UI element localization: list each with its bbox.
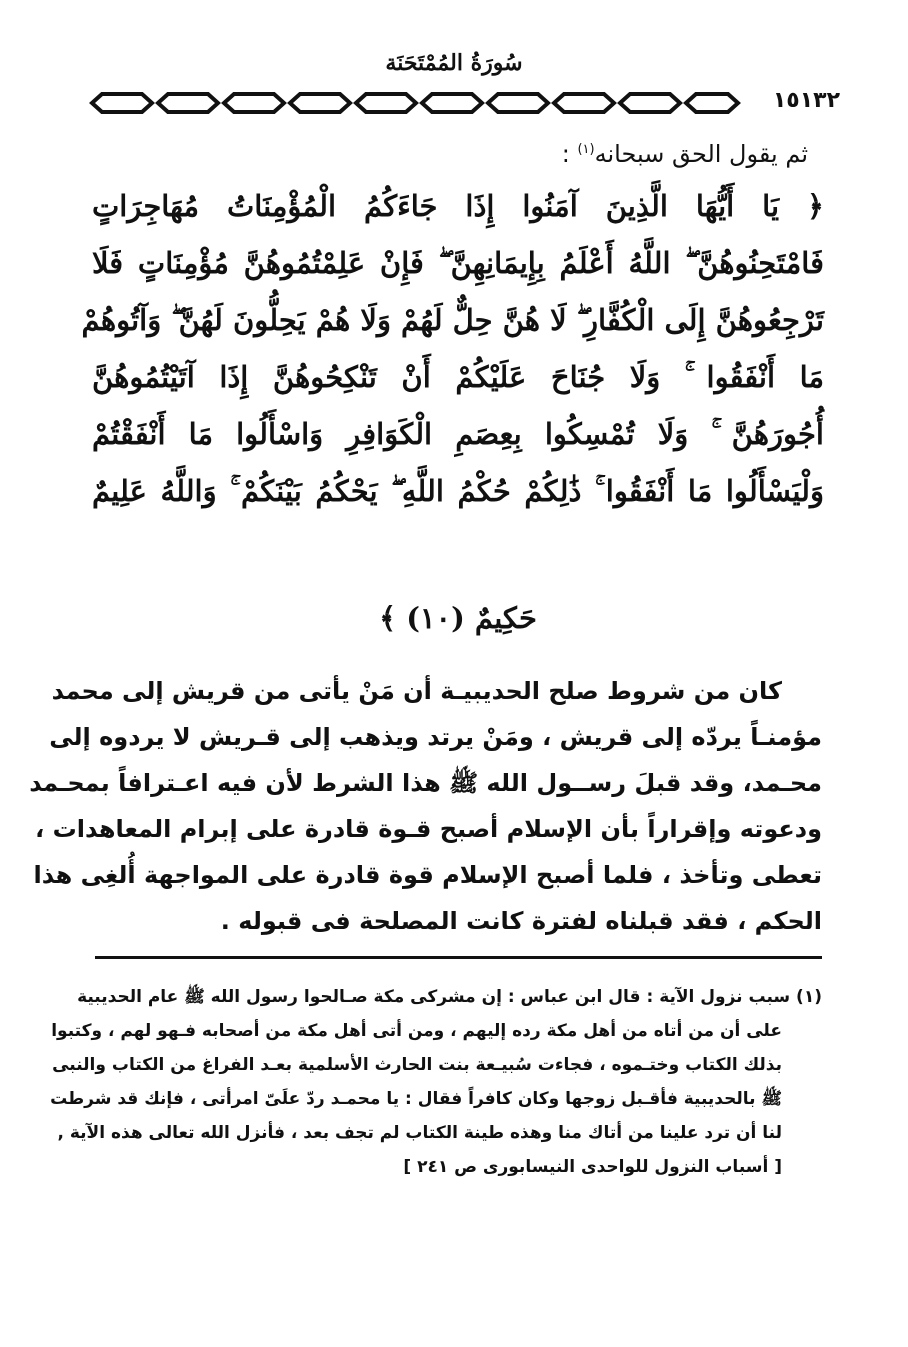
footnote-line: لنا أن ترد علينا من أتاك منا وهذه طينة الكتاب لم تجف بعد ، فأنزل الله تعالى هذه الآية , xyxy=(57,1123,782,1143)
verse-line: مَا أَنْفَقُوا ۚ وَلَا جُنَاحَ عَلَيْكُمْ أَنْ تَنْكِحُوهُنَّ إِذَا آتَيْتُمُوهُنَّ xyxy=(92,360,824,394)
intro-text: ثم يقول الحق سبحانه xyxy=(594,140,808,168)
paragraph-line: تعطى وتأخذ ، فلما أصبح الإسلام قوة قادرة على المواجهة أُلغِى هذا xyxy=(33,861,822,889)
footnote-citation: [ أسباب النزول للواحدى النيسابورى ص ٢٤١ ] xyxy=(403,1157,782,1177)
verse-line-end: حَكِيمٌ (١٠) ﴾ xyxy=(379,601,537,635)
paragraph-line: محـمد، وقد قبلَ رســول الله ﷺ هذا الشرط لأن فيه اعـترافاً بمحـمد xyxy=(29,769,822,797)
commentary-paragraph xyxy=(29,668,822,944)
verse-line: وَلْيَسْأَلُوا مَا أَنْفَقُوا ۚ ذَٰلِكُمْ حُكْمُ اللَّهِ ۖ يَحْكُمُ بَيْنَكُمْ ۚ وَاللَّهُ عَلِيمٌ xyxy=(92,474,824,508)
verse-line: ﴿ يَا أَيُّهَا الَّذِينَ آمَنُوا إِذَا جَاءَكُمُ الْمُؤْمِنَاتُ مُهَاجِرَاتٍ xyxy=(92,189,824,223)
footnote-ref: (١) xyxy=(577,142,595,157)
footnote-line: بذلك الكتاب وختـموه ، فجاءت سُبيـعة بنت الحارث الأسلمية بعـد الفراغ من الكتاب والنبى xyxy=(52,1055,782,1075)
verse-line: تَرْجِعُوهُنَّ إِلَى الْكُفَّارِ ۖ لَا هُنَّ حِلٌّ لَهُمْ وَلَا هُمْ يَحِلُّونَ لَهُنَّ ۖ وَآتُوهُمْ xyxy=(81,303,824,337)
paragraph-line: ودعوته وإقراراً بأن الإسلام أصبح قـوة قادرة على إبرام المعاهدات ، xyxy=(35,815,822,843)
surah-title: سُورَةُ المُمْتَحَنَة xyxy=(385,50,523,76)
intro-line xyxy=(562,140,808,168)
verse-line: فَامْتَحِنُوهُنَّ ۖ اللَّهُ أَعْلَمُ بِإِيمَانِهِنَّ ۖ فَإِنْ عَلِمْتُمُوهُنَّ مُؤْمِنَاتٍ فَلَا xyxy=(92,246,824,280)
intro-colon: : xyxy=(561,140,570,168)
paragraph-line: مؤمنـاً يردّه إلى قريش ، ومَنْ يرتد ويذهب إلى قـريش لا يردوه إلى xyxy=(49,723,822,751)
footnote-line: على أن من أتاه من أهل مكة رده إليهم ، ومن أتى أهل مكة من أصحابه فـهو لهم ، وكتبوا xyxy=(51,1021,782,1041)
footnote-line: ﷺ بالحديبية فأقـبل زوجها وكان كافراً فقال : يا محمـد ردّ علَىّ امرأتى ، فإنك قد شرطت xyxy=(50,1089,782,1109)
paragraph-line: كان من شروط صلح الحديبيـة أن مَنْ يأتى من قريش إلى محمد xyxy=(51,677,782,705)
verse-line: أُجُورَهُنَّ ۚ وَلَا تُمْسِكُوا بِعِصَمِ الْكَوَافِرِ وَاسْأَلُوا مَا أَنْفَقْتُمْ xyxy=(92,417,824,451)
ornamental-border xyxy=(88,90,742,116)
page-number: ١٥١٣٢ xyxy=(772,88,840,113)
footnote-line: (١) سبب نزول الآية : قال ابن عباس : إن مشركى مكة صـالحوا رسول الله ﷺ عام الحديبية xyxy=(77,987,822,1007)
footnote xyxy=(50,980,822,1184)
paragraph-line: الحكم ، فقد قبلناه لفترة كانت المصلحة فى قبوله . xyxy=(220,907,822,935)
footnote-divider xyxy=(95,956,822,959)
